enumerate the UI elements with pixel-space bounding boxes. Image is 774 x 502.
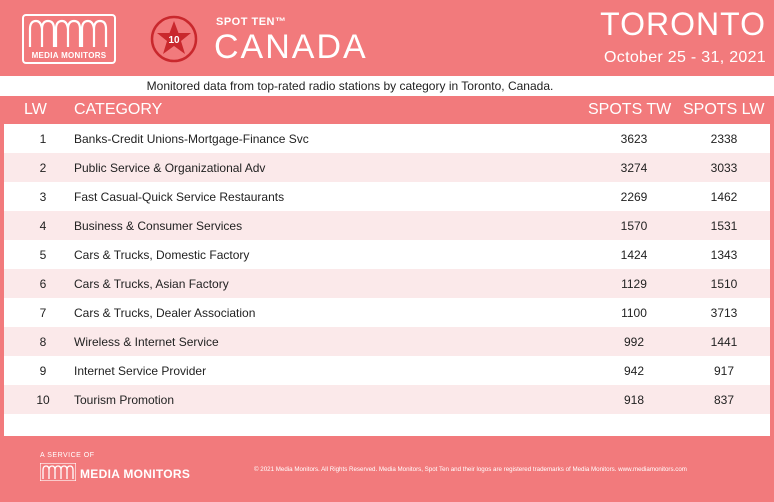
table-row: [4, 182, 770, 211]
row-spots-lw: 1510: [710, 277, 738, 291]
row-lw: 8: [39, 335, 47, 349]
footer: [0, 436, 774, 502]
row-category: Cars & Trucks, Asian Factory: [74, 277, 229, 291]
header: [0, 0, 774, 76]
row-spots-lw: 3713: [710, 306, 738, 320]
subtitle-bar: [0, 76, 774, 96]
city-title: TORONTO: [600, 6, 766, 42]
table-row: [4, 356, 770, 385]
footer-waveform-icon: [40, 463, 76, 481]
row-spots-lw: 1343: [710, 248, 738, 262]
row-lw: 5: [39, 248, 47, 262]
row-category: Business & Consumer Services: [74, 219, 243, 233]
spot-ten-label: SPOT TEN™: [216, 16, 287, 28]
row-spots-tw: 992: [623, 335, 645, 349]
col-header-spots-tw: SPOTS TW: [588, 101, 672, 118]
row-lw: 6: [39, 277, 47, 291]
col-header-category: CATEGORY: [74, 101, 163, 118]
date-range: October 25 - 31, 2021: [604, 49, 766, 66]
table-row: [4, 269, 770, 298]
ranking-table: [4, 124, 770, 414]
row-spots-tw: 942: [623, 364, 645, 378]
row-lw: 4: [39, 219, 47, 233]
column-headers: [0, 96, 774, 122]
table-row: [4, 240, 770, 269]
copyright-text: © 2021 Media Monitors. All Rights Reserved. Media Monitors, Spot Ten and their logos are registered trademarks of Media Monitors. www.mediamonitors.com: [254, 466, 687, 473]
row-lw: 3: [39, 190, 47, 204]
country-title: CANADA: [214, 28, 368, 66]
row-spots-lw: 1531: [710, 219, 738, 233]
row-lw: 2: [39, 161, 47, 175]
footer-brand: MEDIA MONITORS: [80, 467, 191, 481]
subtitle: Monitored data from top-rated radio stations by category in Toronto, Canada.: [146, 79, 554, 93]
row-category: Cars & Trucks, Domestic Factory: [74, 248, 250, 262]
row-spots-lw: 2338: [710, 132, 738, 146]
table-row: [4, 327, 770, 356]
col-header-lw: LW: [24, 101, 47, 118]
table-row: [4, 385, 770, 414]
row-spots-tw: 3274: [620, 161, 648, 175]
row-spots-lw: 1462: [710, 190, 738, 204]
row-category: Tourism Promotion: [74, 393, 175, 407]
table-row: [4, 211, 770, 240]
row-category: Fast Casual-Quick Service Restaurants: [74, 190, 285, 204]
service-of-label: A SERVICE OF: [40, 452, 95, 459]
media-monitors-logo: [22, 14, 116, 64]
row-spots-lw: 3033: [710, 161, 738, 175]
row-lw: 9: [39, 364, 47, 378]
spot-ten-badge-icon: [150, 15, 198, 63]
row-category: Internet Service Provider: [74, 364, 207, 378]
row-spots-tw: 1100: [621, 306, 647, 320]
row-spots-tw: 1570: [620, 219, 648, 233]
row-spots-lw: 837: [713, 393, 735, 407]
col-header-spots-lw: SPOTS LW: [683, 101, 765, 118]
table-bottom-panel: [4, 414, 770, 436]
table-row: [4, 298, 770, 327]
row-spots-lw: 1441: [710, 335, 738, 349]
row-spots-lw: 917: [713, 364, 735, 378]
row-spots-tw: 1129: [621, 277, 647, 291]
row-spots-tw: 1424: [620, 248, 648, 262]
row-lw: 1: [39, 132, 47, 146]
row-spots-tw: 3623: [620, 132, 648, 146]
row-spots-tw: 918: [623, 393, 645, 407]
row-category: Public Service & Organizational Adv: [74, 161, 266, 175]
row-lw: 10: [36, 393, 50, 407]
table-row: [4, 124, 770, 153]
row-spots-tw: 2269: [620, 190, 648, 204]
row-category: Cars & Trucks, Dealer Association: [74, 306, 256, 320]
badge-number: 10: [168, 35, 180, 46]
row-category: Wireless & Internet Service: [74, 335, 219, 349]
waveform-icon: [28, 19, 110, 49]
logo-text: MEDIA MONITORS: [31, 51, 107, 60]
row-lw: 7: [39, 306, 47, 320]
row-category: Banks-Credit Unions-Mortgage-Finance Svc: [74, 132, 309, 146]
table-row: [4, 153, 770, 182]
